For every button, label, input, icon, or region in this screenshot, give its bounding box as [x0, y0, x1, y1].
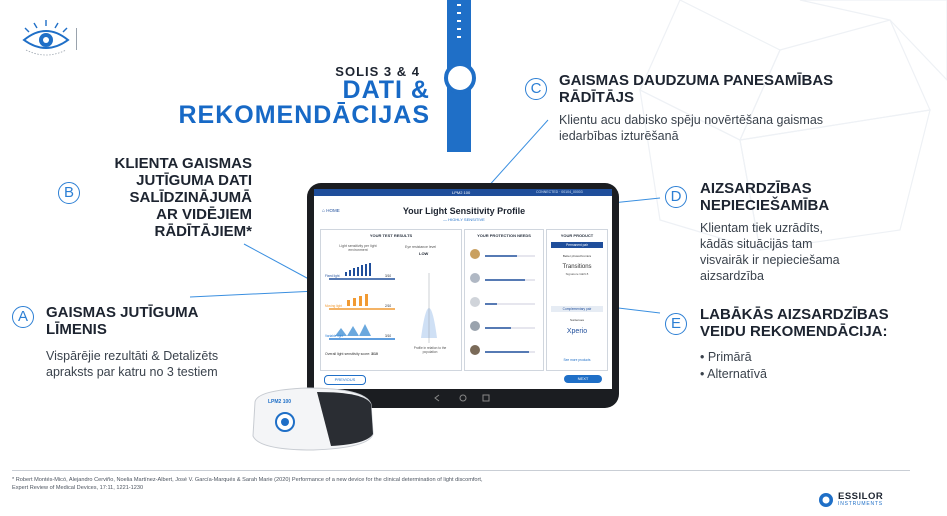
overall-value: 3/10 — [371, 352, 378, 356]
section-d-title — [700, 180, 900, 214]
essilor-logo-icon — [818, 492, 834, 508]
step-label: SOLIS 3 & 4 — [335, 64, 420, 79]
section-a-title-line1: GAISMAS JUTĪGUMA — [46, 304, 199, 321]
panel2-title: YOUR PROTECTION NEEDS — [477, 233, 531, 238]
home-link[interactable] — [322, 208, 340, 214]
section-e-title-line1: LABĀKĀS AIZSARDZĪBAS — [700, 306, 889, 323]
complementary-pair-tab[interactable]: Complementary pair — [551, 306, 603, 312]
section-a-desc-line1: Vispārējie rezultāti & Detalizēts — [46, 349, 219, 363]
section-d-desc-line1: Klientam tiek uzrādīts, — [700, 221, 823, 235]
panel3-title: YOUR PRODUCT — [560, 233, 594, 238]
row-fixed-score: 3/10 — [385, 274, 392, 278]
section-b-title-line3: SALĪDZINĀJUMĀ — [129, 189, 252, 206]
section-c-desc — [559, 112, 899, 144]
tablet-nav-icons — [433, 393, 493, 403]
section-b-title-line2: JUTĪGUMA DATI — [136, 172, 252, 189]
page-title-line1: DATI & — [342, 76, 430, 104]
home-icon: ⌂ — [322, 208, 326, 214]
protection-sliders — [467, 242, 541, 366]
xperio-logo: Xperio — [566, 328, 588, 335]
citation-line2: Expert Review of Medical Devices, 17:11, 1221-1230 — [12, 485, 144, 491]
transitions-logo: Transitions — [562, 264, 592, 270]
overall-score — [325, 352, 378, 356]
section-a-desc-line2: apraksts par katru no 3 testiem — [46, 365, 218, 379]
citation-line1: * Robert Montés-Micó, Alejandro Cerviño, Noelia Martínez-Albert, José V. García-Marqués & Sarah Marie (2020) Performance of a new device for the clinical determination of light discomfort, — [12, 477, 483, 483]
section-e-bullets — [700, 349, 900, 383]
row-moving-score: 2/10 — [385, 304, 392, 308]
section-b-title-line1: KLIENTA GAISMAS — [114, 155, 252, 172]
panel1-title: YOUR TEST RESULTS — [369, 233, 413, 238]
section-d-desc-line3: visvairāk ir nepieciešama — [700, 253, 840, 267]
section-c-title — [559, 72, 899, 106]
test-results-graphics — [325, 258, 457, 358]
section-e-title-line2: VEIDU REKOMENDĀCIJA: — [700, 323, 888, 340]
section-c-desc-line1: Klientu acu dabisko spēju novērtēšana gaismas — [559, 113, 824, 127]
row-variable-score: 3/10 — [385, 334, 392, 338]
next-button[interactable] — [564, 375, 602, 383]
badge-e: E — [665, 313, 687, 335]
light-sensitivity-label: Light sensitivity per light environment — [339, 244, 377, 252]
panel-product — [546, 229, 608, 371]
page-title-line2: REKOMENDĀCIJAS — [178, 101, 430, 129]
screen-title: Your Light Sensitivity Profile — [402, 206, 526, 216]
previous-label: PREVIOUS — [334, 377, 356, 382]
section-a-title-line2: LĪMENIS — [46, 321, 107, 338]
row-moving-label: Moving light — [325, 304, 343, 308]
section-a-title — [46, 304, 266, 338]
section-d-desc-line4: aizsardzība — [700, 269, 764, 283]
device-label: LPM2 100 — [268, 399, 292, 405]
eye-resistance-value: LOW — [419, 251, 429, 256]
badge-b: B — [58, 182, 80, 204]
bullet-primary: • Primārā — [700, 350, 752, 364]
essilor-sub: INSTRUMENTS — [838, 501, 883, 507]
footer-divider — [12, 470, 910, 471]
screen-subtitle: — HIGHLY SENSITIVE — [443, 217, 485, 222]
section-c-desc-line2: iedarbības izturēšanā — [559, 129, 679, 143]
row-variable-label: Variable light — [325, 334, 344, 338]
badge-a: A — [12, 306, 34, 328]
screen-topbar — [314, 189, 612, 196]
badge-d: D — [665, 186, 687, 208]
screen-app-name: LPM2 100 — [452, 190, 471, 195]
photochromics-label: Better photochromics — [562, 254, 592, 258]
screen-connected: CONNECTED · 00104_00003 — [536, 190, 583, 194]
permanent-pair-tab[interactable]: Permanent pair — [551, 242, 603, 248]
see-more-link[interactable]: See more products — [563, 358, 591, 362]
profile-label: Profile in relation to the population — [413, 346, 447, 354]
section-b-title — [92, 155, 252, 240]
essilor-name: ESSILOR — [838, 491, 884, 502]
essilor-logo — [818, 491, 914, 509]
eye-resistance-label: Eye resistance level — [405, 245, 437, 249]
section-c-title-line2: RĀDĪTĀJS — [559, 89, 635, 106]
section-d-title-line1: AIZSARDZĪBAS — [700, 180, 812, 197]
panel-test-results — [320, 229, 462, 371]
section-b-title-line5: RĀDĪTĀJIEM* — [154, 223, 252, 240]
panel-protection-needs — [464, 229, 544, 371]
section-d-title-line2: NEPIECIEŠAMĪBA — [700, 197, 830, 214]
lpm-device-icon — [247, 382, 377, 454]
section-d-desc-line2: kādās situācijās tam — [700, 237, 813, 251]
overall-label: Overall light sensitivity score: — [325, 352, 371, 356]
tablet-screen — [314, 189, 612, 389]
home-label: HOME — [326, 208, 340, 213]
row-fixed-label: Fixed light — [325, 274, 340, 278]
section-b-title-line4: AR VIDĒJIEM — [156, 206, 252, 223]
section-e-title — [700, 306, 940, 340]
section-a-desc — [46, 348, 276, 380]
section-c-title-line1: GAISMAS DAUDZUMA PANESAMĪBAS — [559, 72, 834, 89]
citation — [12, 476, 652, 492]
badge-c: C — [525, 78, 547, 100]
sunlenses-label: Sunlenses — [569, 318, 584, 322]
transitions-sub: Signature GEN 8 — [565, 272, 589, 276]
next-label: NEXT — [577, 376, 589, 381]
bullet-alternative: • Alternatīvā — [700, 367, 767, 381]
section-d-desc — [700, 220, 900, 284]
